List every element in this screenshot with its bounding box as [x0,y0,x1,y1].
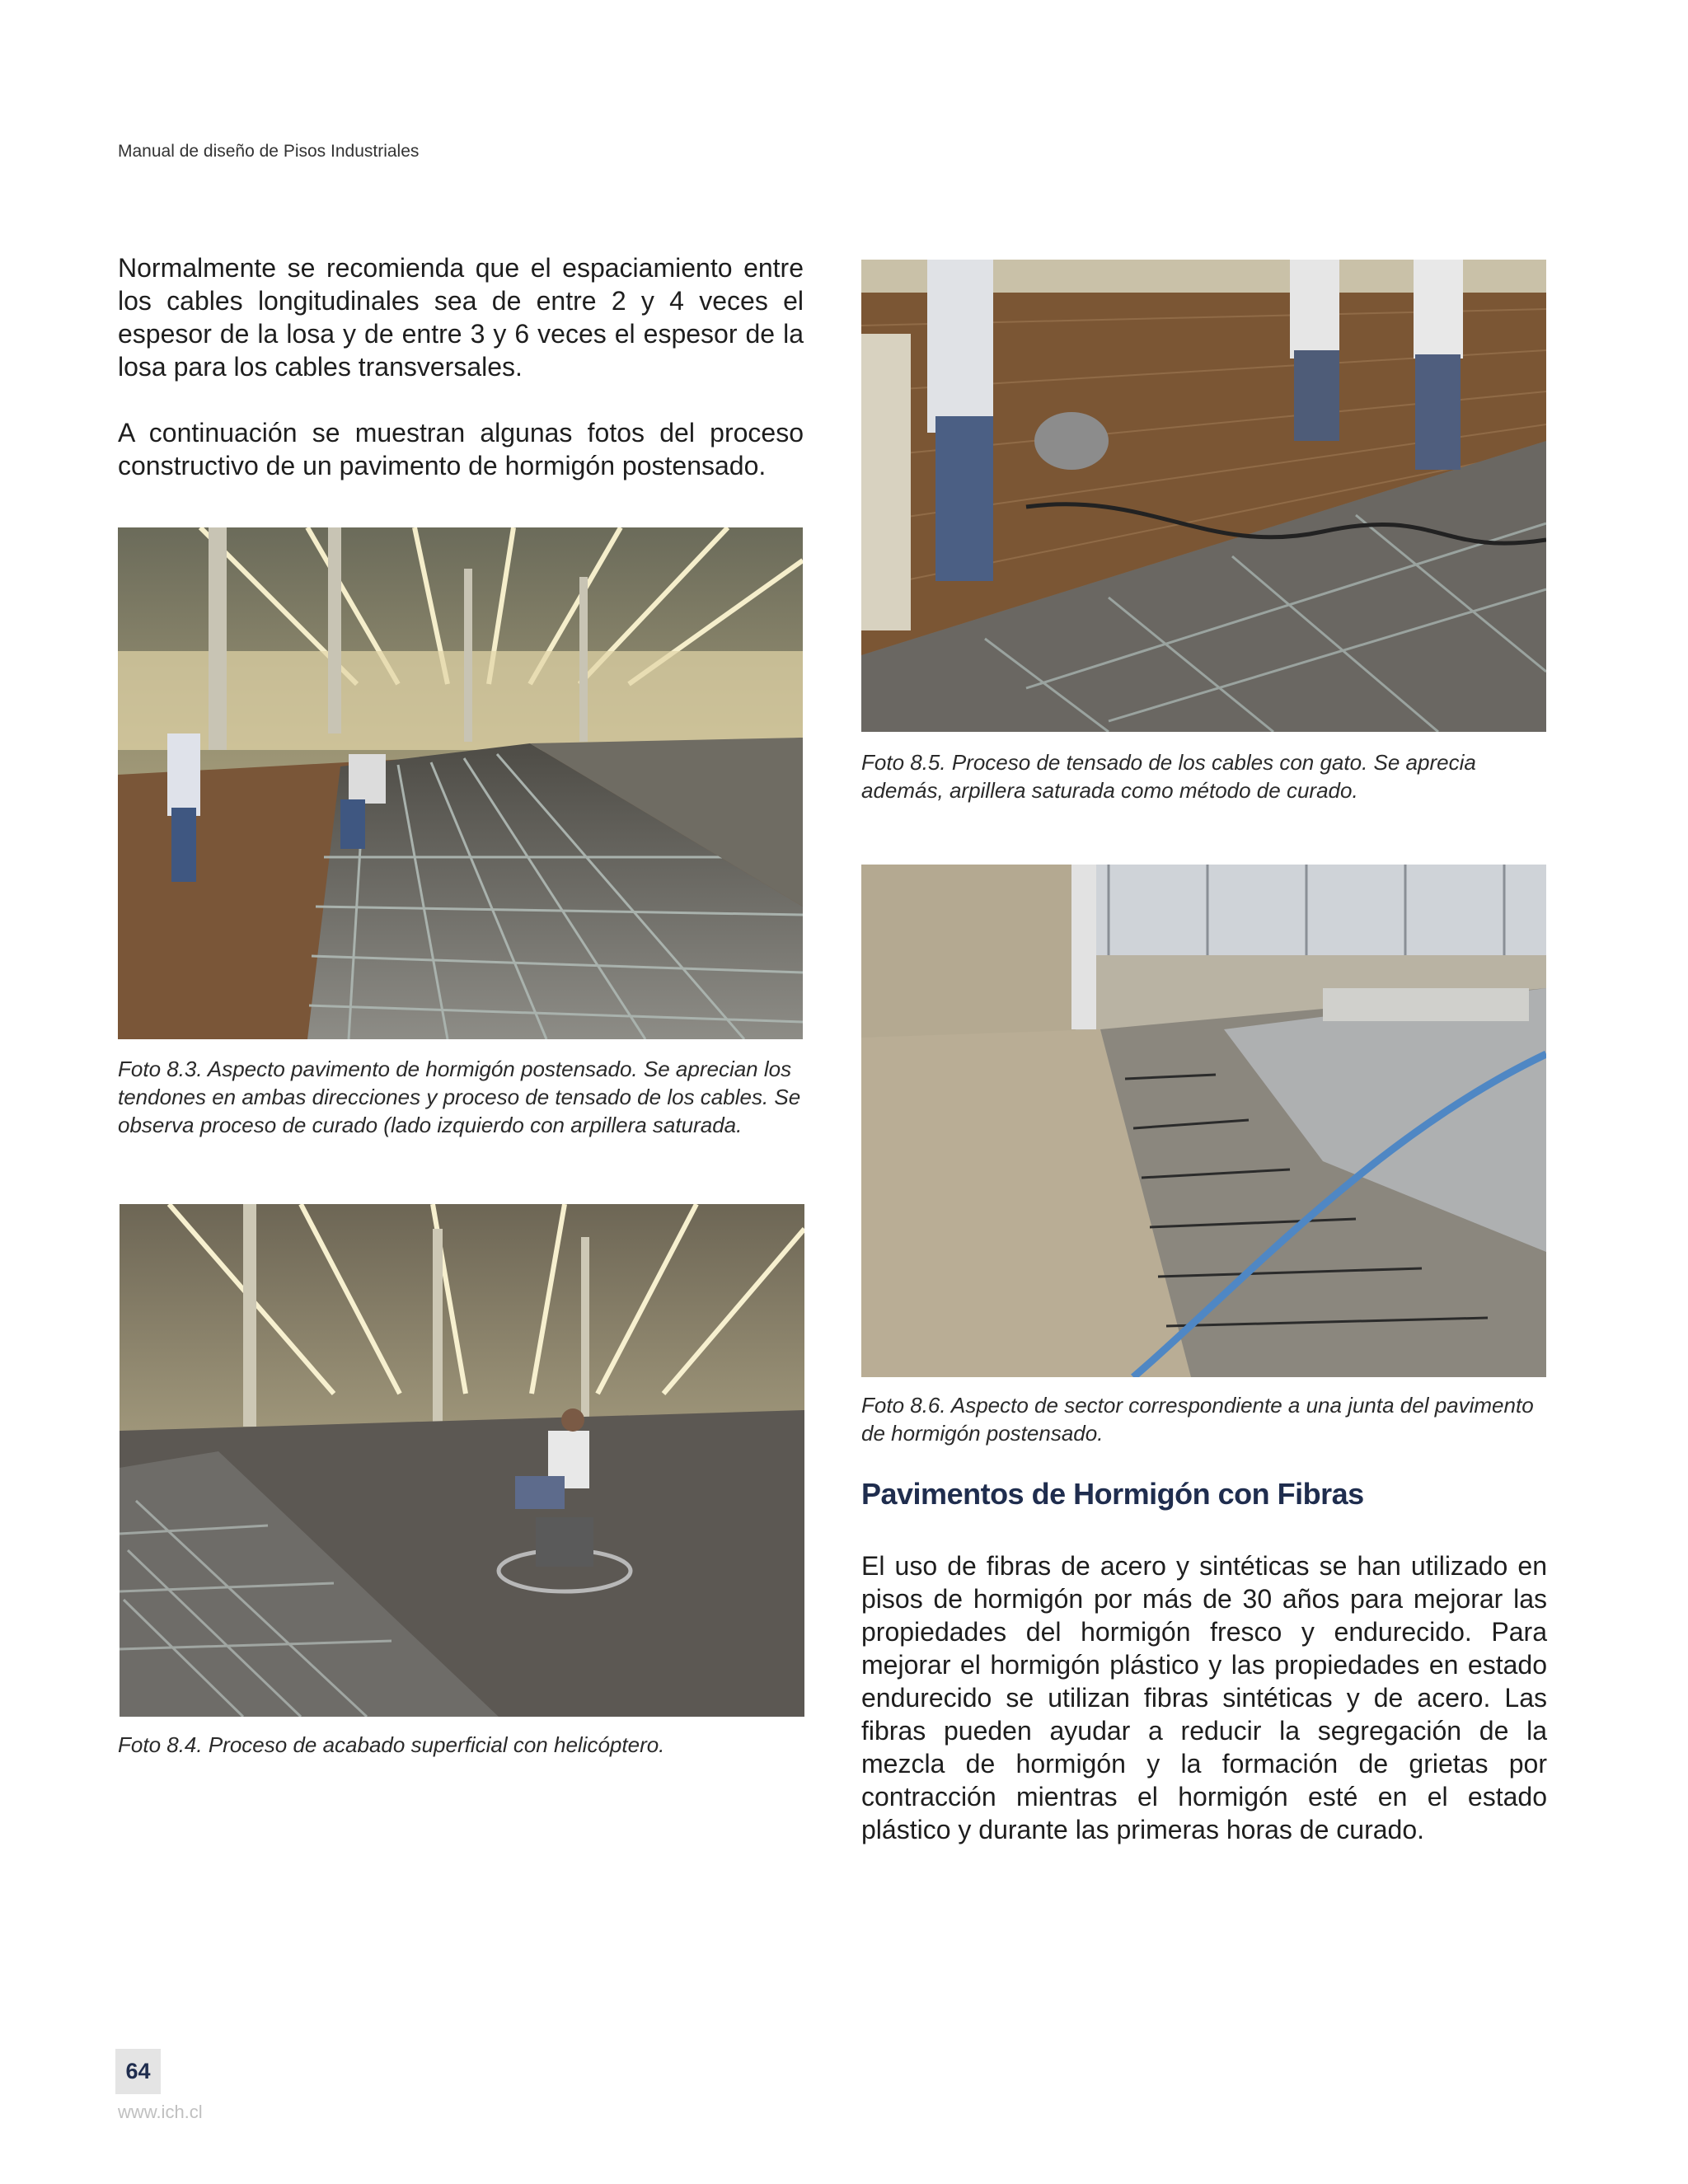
paragraph-fibers: El uso de fibras de acero y sintéticas se han utilizado en pisos de hormigón por más de 30 años para mejorar las propiedades del hormigón fresco y endurecido. Para mejorar el hormigón plástico y las propiedades en estado endurecido se utilizan fibras sintéticas y de acero. Las fibras pueden ayudar a reducir la segregación de la mezcla de hormigón y la formación de grietas por contracción mientras el hormigón esté en el estado plástico y durante las primeras horas de curado. [861,1551,1547,1844]
section-title: Pavimentos de Hormigón con Fibras [861,1477,1364,1511]
site-url: www.ich.cl [118,2102,203,2122]
caption-photo-8-4: Foto 8.4. Proceso de acabado superficial con helicóptero. [118,1732,665,1757]
photo-8-6 [861,865,1546,1377]
photo-8-3 [118,527,803,1039]
running-header: Manual de diseño de Pisos Industriales [118,142,420,161]
caption-photo-8-3: Foto 8.3. Aspecto pavimento de hormigón postensado. Se aprecian los tendones en ambas direcciones y proceso de tensado de los cables. Se observa proceso de curado (lado izquierdo con arpillera saturada. [118,1057,801,1137]
paragraph-photos-intro: A continuación se muestran algunas fotos del proceso constructivo de un pavimento de hormigón postensado. [118,418,804,480]
paragraph-cable-spacing: Normalmente se recomienda que el espaciamiento entre los cables longitudinales sea de entre 2 y 4 veces el espesor de la losa y de entre 3 y 6 veces el espesor de la losa para los cables transversales. [118,253,804,382]
left-column-text [118,251,804,482]
page-number: 64 [115,2049,161,2094]
caption-photo-8-6: Foto 8.6. Aspecto de sector correspondiente a una junta del pavimento de hormigón postensado. [861,1393,1534,1446]
photo-8-4 [120,1204,804,1717]
caption-photo-8-5: Foto 8.5. Proceso de tensado de los cables con gato. Se aprecia además, arpillera saturada como método de curado. [861,750,1476,803]
photo-8-5 [861,260,1546,732]
